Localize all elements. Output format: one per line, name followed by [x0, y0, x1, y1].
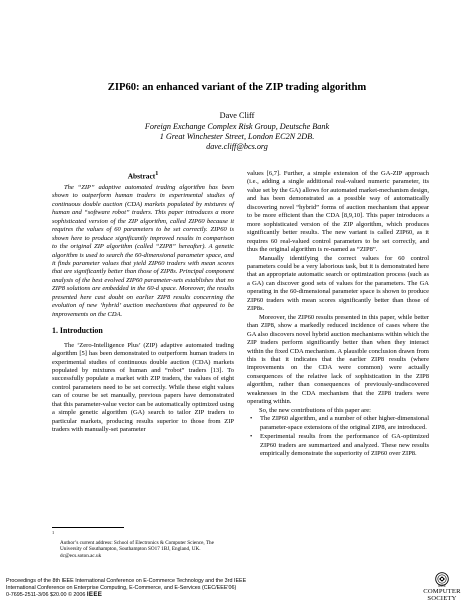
author-name: Dave Cliff — [219, 111, 255, 120]
body-paragraph: Manually identifying the correct values for 60 control parameters could be a very laborious task, but it is demonstrated here that an appropriate automatic search or optimization process (such as a GA) can discover good sets of values for the parameters. The GA operating in the 60-dimensional parameter space is shown to produce ZIP60 traders with mean scores significantly better than those of ZIP8s. — [247, 254, 429, 313]
section-heading-introduction: 1. Introduction — [52, 326, 103, 336]
footnote-marker: 1 — [155, 171, 159, 177]
ieee-mark: IEEE — [86, 590, 103, 598]
introduction-paragraph: The ‘Zero-Intelligence Plus’ (ZIP) adaptive automated trading algorithm [5] has been demonstrated to outperform human traders in experimental studies of continuous double auction (CDA) markets populated by mixtures of human and “robot” traders [13]. To successfully populate a market with ZIP traders, the values of eight control parameters need to be set correctly. While these eight values can of course be set manually, previous papers have demonstrated that this parameter-value vector can be automatically optimized using a simple genetic algorithm (GA) search to tailor ZIP traders to particular markets, producing results superior to those from ZIP traders with manually-set parameter — [52, 341, 234, 434]
affiliation-line: 1 Great Winchester Street, London EC2N 2DB. — [159, 132, 315, 141]
right-column — [247, 170, 429, 459]
list-item: • Experimental results from the performance of GA-optimized ZIP60 traders are summarized and analyzed. These new results empirically demonstrate the superiority of ZIP60 over ZIP8. — [260, 433, 429, 458]
body-paragraph: So, the new contributions of this paper are: — [259, 406, 371, 414]
affiliation-line: Foreign Exchange Complex Risk Group, Deutsche Bank — [144, 122, 330, 131]
footer-isbn-line — [6, 592, 406, 599]
footer-line: Proceedings of the 8th IEEE International Conference on E-Commerce Technology and the 3rd IEEE — [6, 578, 247, 584]
isbn-text: 0-7695-2511-3/06 $20.00 © 2006 — [6, 591, 86, 598]
proceedings-footer — [6, 578, 406, 598]
abstract-heading — [52, 170, 234, 181]
footer-line: International Conference on Enterprise Computing, E-Commerce, and E-Services (CEC/EEE'06) — [6, 584, 237, 591]
computer-society-logo — [418, 572, 466, 608]
logo-computer-text: COMPUTER — [423, 588, 461, 595]
footnote-number: 1 — [52, 530, 55, 535]
footnote-divider — [52, 527, 124, 528]
body-paragraph: values [6,7]. Further, a simple extension of the GA-ZIP approach (i.e., adding a single additional real-valued numeric parameter, its value set by the GA) allows for automated market-mechanism design, and has been demonstrated as a possible way of automatically discovering novel “hybrid” forms of auction mechanism that appear to be more efficient than the CDA [8,9,10]. This paper introduces a more sophisticated version of the ZIP algorithm, which produces significantly better results. The new variant is called ZIP60, as it requires 60 real-valued control parameters to be set correctly, and thus the original algorithm is re-named as “ZIP8”. — [247, 170, 429, 254]
abstract-heading-text: Abstract — [127, 171, 156, 181]
affiliation-email: dave.cliff@bcs.org — [206, 142, 268, 151]
logo-society-text: SOCIETY — [427, 595, 457, 602]
list-item: • The ZIP60 algorithm, and a number of other higher-dimensional parameter-space extensions of the original ZIP8, are introduced. — [260, 415, 429, 432]
footnote-text: Author’s current address: School of Electronics & Computer Science, The University of Southampton, Southampton SO17 1BJ, England, UK. dc@ecs.soton.ac.uk — [60, 539, 214, 560]
body-paragraph: Moreover, the ZIP60 results presented in this paper, while better than ZIP8, show a markedly reduced incidence of cases where the GA also discovers novel hybrid auction mechanisms within which the ZIP traders perform significantly better than when they interact within the fixed CDA mechanism. A plausible conclusion drawn from this is that it indicates that the earlier ZIP8 results (where improvements on the CDA were common) were actually consequences of the relative lack of sophistication in the ZIP8 algorithm, rather than consequences of previously-undiscovered weaknesses in the CDA mechanism that the ZIP8 traders were operating within. — [247, 313, 429, 406]
contributions-list — [247, 415, 429, 458]
logo-ieee-text: IEEE — [438, 584, 446, 588]
footnote — [52, 530, 234, 560]
paper-title: ZIP60: an enhanced variant of the ZIP trading algorithm — [107, 82, 367, 93]
abstract-body: The “ZIP” adaptive automated trading algorithm has been shown to outperform human traders in experimental studies of continuous double auction (CDA) markets populated by mixtures of human and “software robot” traders. This paper introduces a more sophisticated version of the ZIP algorithm, called ZIP60 because it requires the values of 60 parameters to be set correctly. ZIP60 is shown here to produce significantly improved results in comparison to the original ZIP algorithm (called “ZIP8” hereafter). A genetic algorithm is used to search the 60-dimensional parameter space, and it finds parameter values that yield ZIP60 traders with mean scores that are significantly better than those of ZIP8s. Principal component analysis of the best evolved ZIP60 parameter-sets establishes that no ZIP8 solutions are embedded in the 60-d space. Moreover, the results presented here cast doubt on earlier ZIP8 results concerning the evolution of new ‘hybrid’ auction mechanisms that appeared to be improvements on the CDA. — [52, 183, 234, 318]
affiliation — [0, 122, 474, 152]
left-column — [52, 170, 234, 435]
